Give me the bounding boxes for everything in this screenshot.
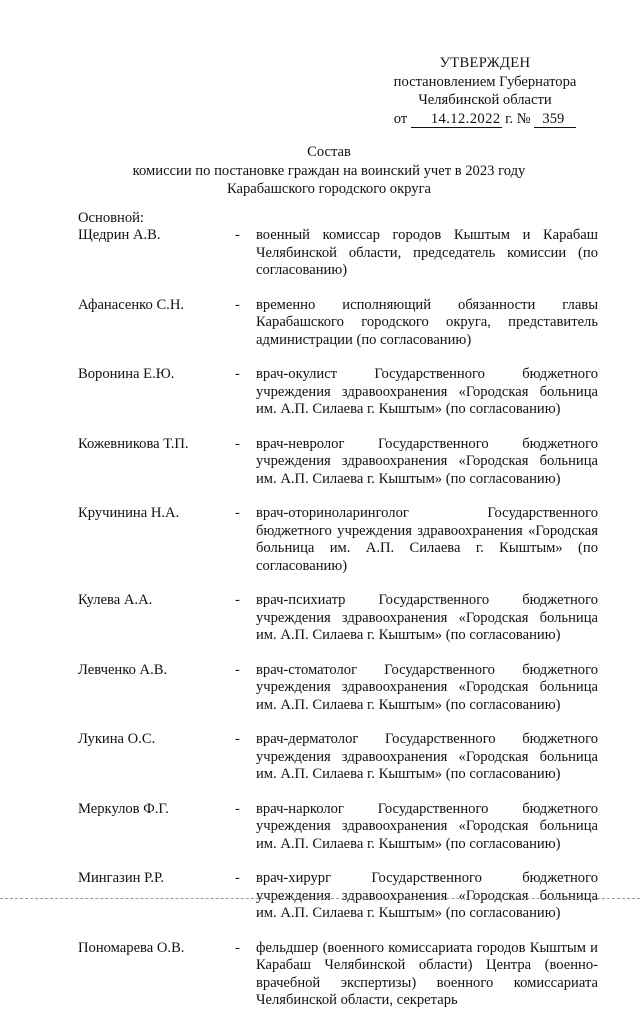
- approval-heading: УТВЕРЖДЕН: [439, 55, 531, 71]
- member-role: врач-стоматолог Государственного бюджетного учреждения здравоохранения «Городская больница им. А.П. Силаева г. Кыштым» (по согласованию): [256, 661, 598, 713]
- member-role: временно исполняющий обязанности главы Карабашского городского округа, представитель администрации (по согласованию): [256, 296, 598, 348]
- member-name: Афанасенко С.Н.: [78, 296, 185, 313]
- member-name: Щедрин А.В.: [78, 227, 161, 243]
- member-row: [78, 592, 598, 645]
- member-row: [78, 505, 598, 575]
- member-role: врач-психиатр Государственного бюджетного учреждения здравоохранения «Городская больница им. А.П. Силаева г. Кыштым» (по согласованию): [256, 592, 598, 643]
- member-row: [78, 940, 598, 1010]
- approval-stamp: [375, 54, 595, 128]
- member-dash: -: [235, 592, 240, 608]
- member-role: врач-невролог Государственного бюджетного учреждения здравоохранения «Городская больница им. А.П. Силаева г. Кыштым» (по согласованию): [256, 435, 598, 487]
- approval-date-prefix: от: [393, 110, 408, 127]
- member-dash: -: [235, 366, 240, 382]
- member-name: Лукина О.С.: [78, 731, 156, 747]
- member-name: Кожевникова Т.П.: [78, 435, 189, 452]
- member-role: врач-окулист Государственного бюджетного учреждения здравоохранения «Городская больница им. А.П. Силаева г. Кыштым» (по согласованию): [256, 366, 598, 417]
- member-dash: -: [235, 227, 240, 243]
- member-role: врач-нарколог Государственного бюджетного учреждения здравоохранения «Городская больница им. А.П. Силаева г. Кыштым» (по согласованию): [256, 800, 598, 852]
- approval-date: 14.12.2022: [411, 111, 502, 128]
- member-name: Левченко А.В.: [78, 661, 168, 678]
- member-role: врач-оториноларинголог Государственного бюджетного учреждения здравоохранения «Городская больница им. А.П. Силаева г. Кыштым» (по согласованию): [256, 505, 598, 574]
- member-name: Воронина Е.Ю.: [78, 366, 175, 382]
- member-row: [78, 731, 598, 784]
- member-dash: -: [235, 505, 240, 521]
- member-dash: -: [235, 731, 240, 747]
- member-role: врач-хирург Государственного бюджетного учреждения здравоохранения «Городская больница им. А.П. Силаева г. Кыштым» (по согласованию): [256, 870, 598, 921]
- member-dash: -: [235, 661, 240, 678]
- section-label: Основной:: [78, 210, 144, 226]
- member-dash: -: [235, 939, 240, 956]
- member-dash: -: [235, 800, 240, 817]
- approval-line-2: Челябинской области: [418, 92, 552, 108]
- member-role: фельдшер (военного комиссариата городов Кыштым и Карабаш Челябинской области) Центра (военно-врачебной экспертизы) военного комиссариата Челябинской области, секретарь: [256, 939, 598, 1008]
- member-dash: -: [235, 296, 240, 313]
- member-role: военный комиссар городов Кыштым и Карабаш Челябинской области, председатель комиссии (по согласованию): [256, 227, 598, 278]
- member-row: [78, 870, 598, 923]
- page-bottom-divider: [0, 898, 640, 899]
- approval-number-prefix: г. №: [505, 110, 531, 127]
- member-name: Пономарева О.В.: [78, 939, 185, 956]
- member-name: Кручинина Н.А.: [78, 505, 180, 521]
- member-row: [78, 366, 598, 419]
- member-row: [78, 227, 598, 280]
- member-row: [78, 801, 598, 854]
- title-line-3: Карабашского городского округа: [226, 181, 432, 197]
- approval-number: 359: [534, 111, 576, 128]
- member-row: [78, 662, 598, 715]
- title-line-2: комиссии по постановке граждан на воинский учет в 2023 году: [132, 162, 526, 179]
- document-title: [0, 143, 640, 199]
- approval-line-1: постановлением Губернатора: [393, 73, 577, 90]
- members-list: [78, 227, 598, 1027]
- member-name: Кулева А.А.: [78, 592, 153, 608]
- member-name: Мингазин Р.Р.: [78, 870, 164, 886]
- member-name: Меркулов Ф.Г.: [78, 800, 169, 817]
- member-dash: -: [235, 870, 240, 886]
- member-row: [78, 436, 598, 489]
- member-role: врач-дерматолог Государственного бюджетного учреждения здравоохранения «Городская больница им. А.П. Силаева г. Кыштым» (по согласованию): [256, 731, 598, 782]
- member-row: [78, 297, 598, 350]
- member-dash: -: [235, 435, 240, 452]
- title-line-1: Состав: [307, 144, 351, 160]
- approval-date-line: [375, 110, 595, 129]
